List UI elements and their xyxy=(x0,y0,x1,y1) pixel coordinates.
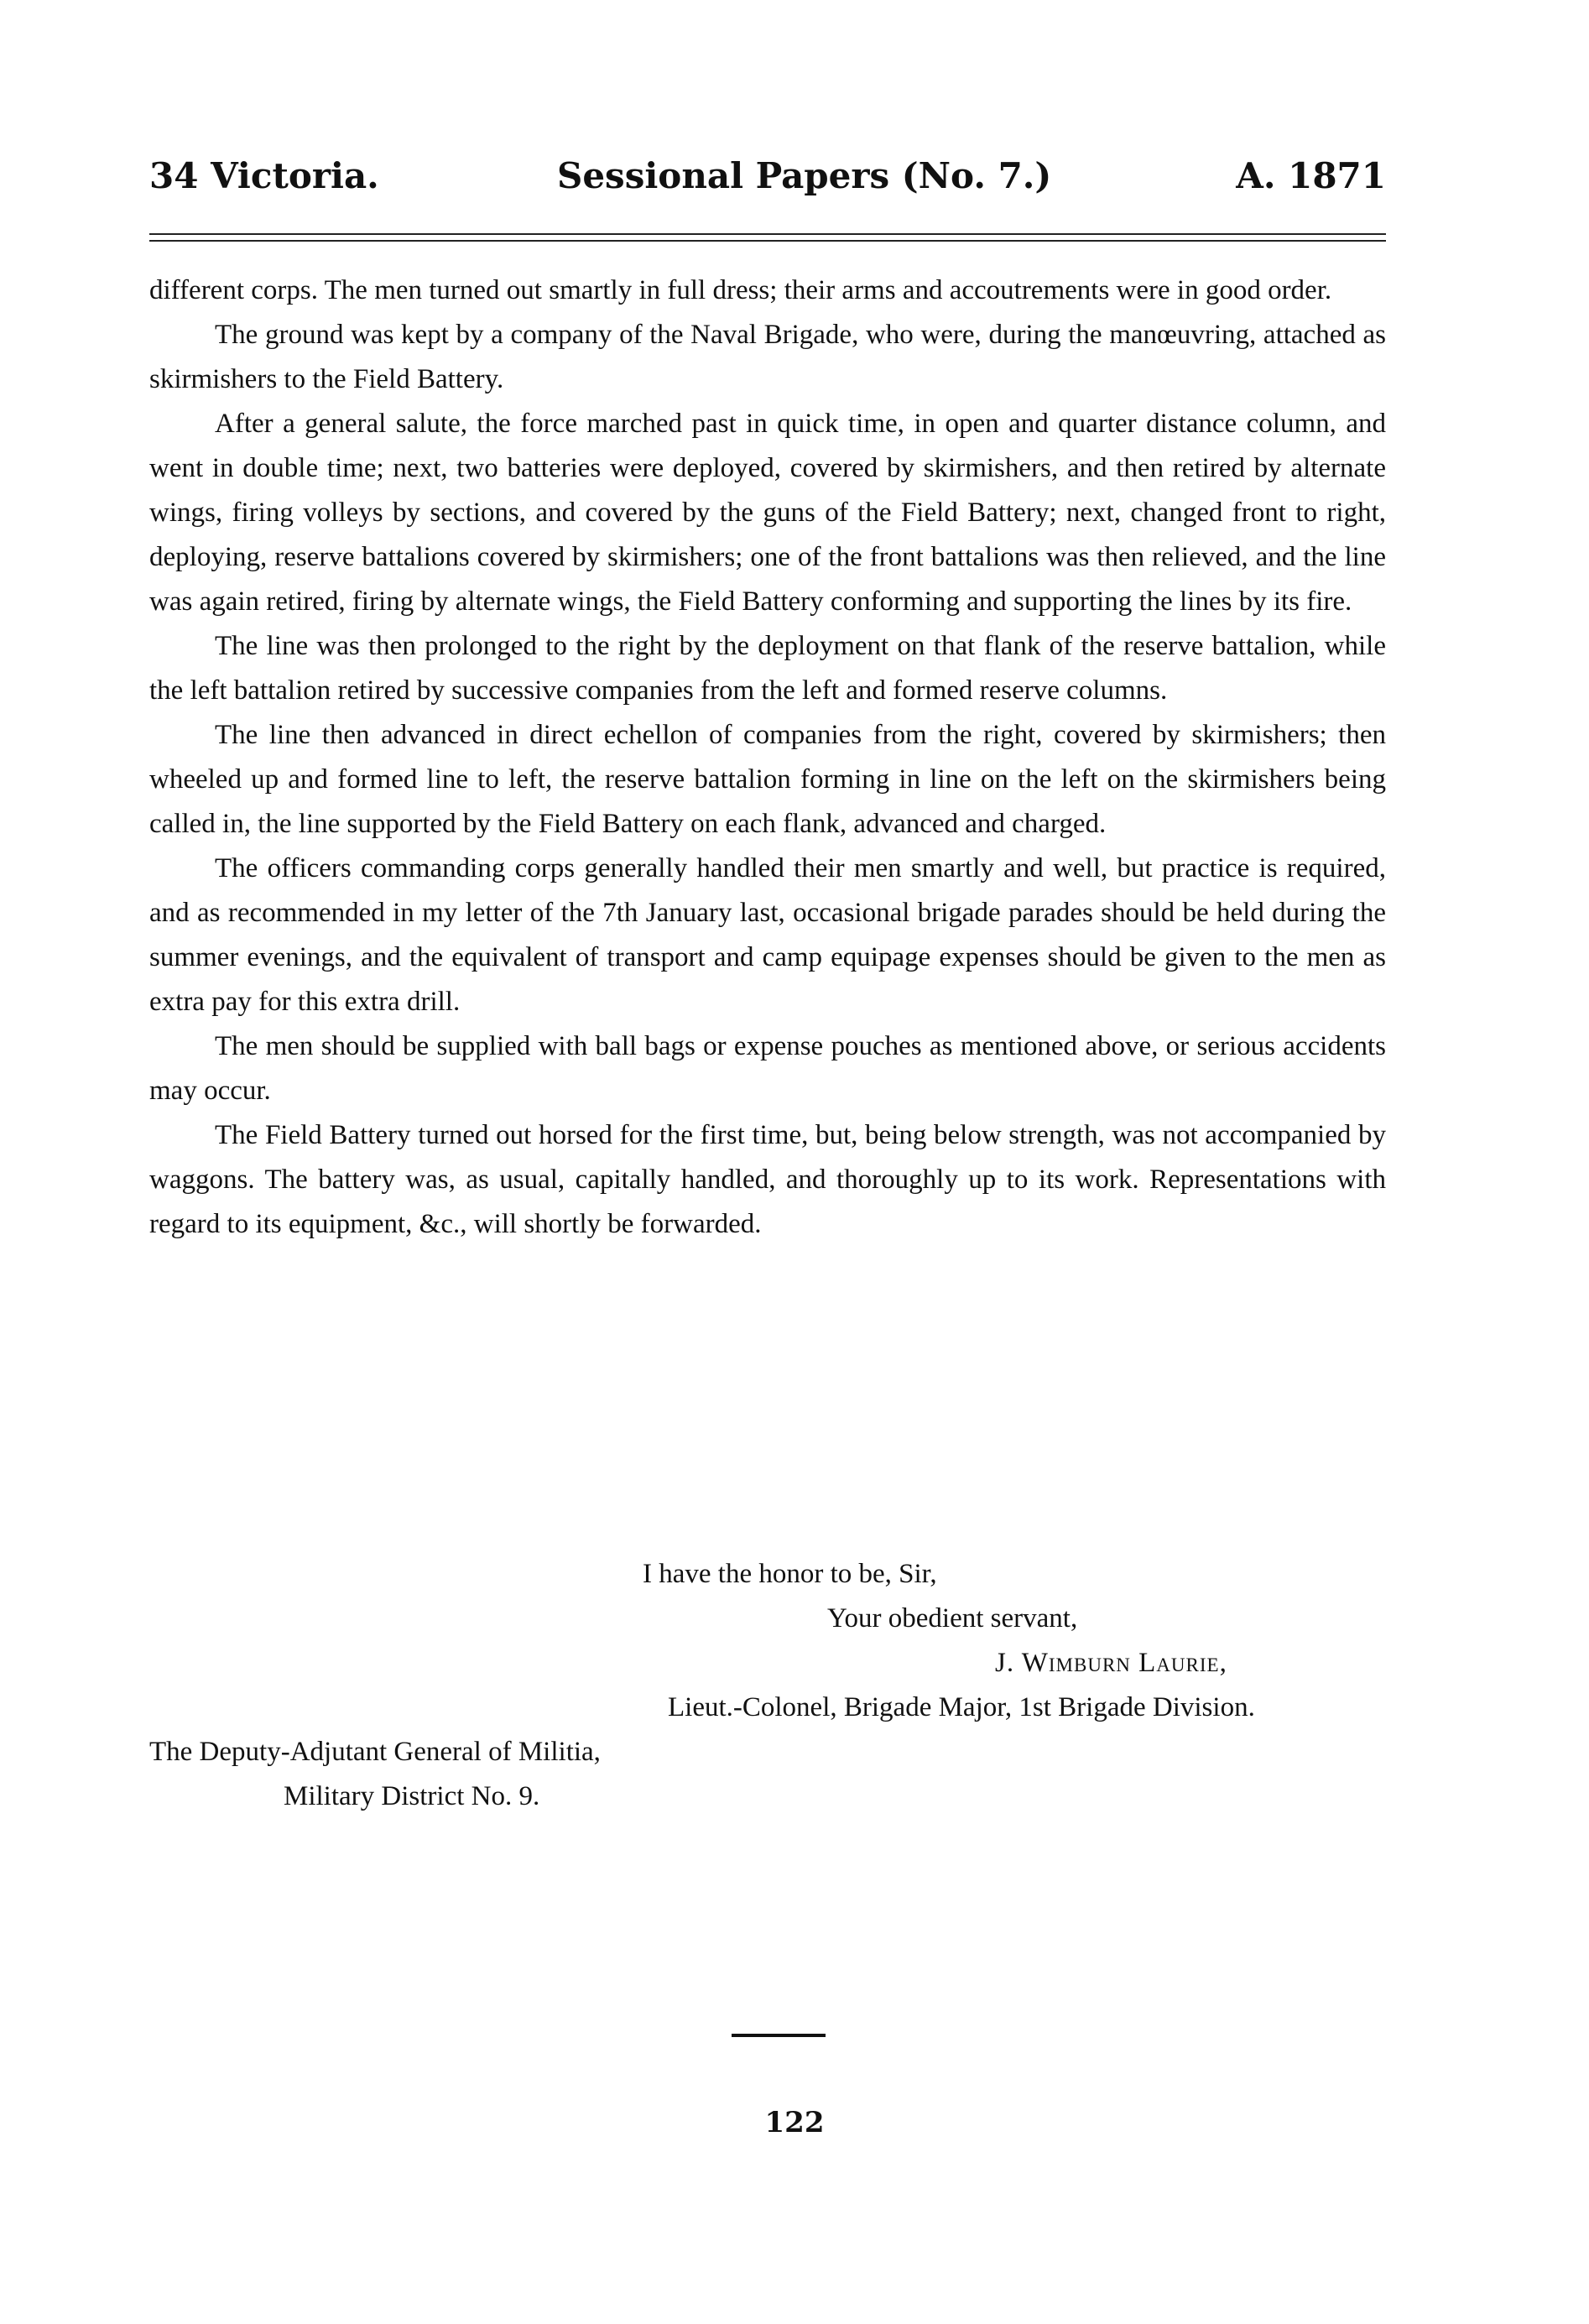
letter-body xyxy=(149,268,1386,1247)
header-year: A. 1871 xyxy=(1236,155,1386,196)
paragraph-1: different corps. The men turned out smartly in full dress; their arms and accoutrements were in good order. xyxy=(149,275,1332,305)
paragraph-4: The line was then prolonged to the right by the deployment on that flank of the reserve battalion, while the left battalion retired by successive companies from the left and formed reserve columns. xyxy=(149,631,1386,706)
closing-servant: Your obedient servant, xyxy=(827,1603,1078,1634)
page-number: 122 xyxy=(764,2106,825,2139)
header-rule xyxy=(149,233,1386,242)
paragraph-6: The officers commanding corps generally handled their men smartly and well, but practice is required, and as recommended in my letter of the 7th January last, occasional brigade parades should be held during the summer evenings, and the equivalent of transport and camp equipage expenses should be given to the men as extra pay for this extra drill. xyxy=(149,853,1386,1017)
signatory-title: Lieut.-Colonel, Brigade Major, 1st Brigade Division. xyxy=(668,1692,1255,1722)
end-rule xyxy=(732,2034,826,2037)
addressee-line-1: The Deputy-Adjutant General of Militia, xyxy=(149,1737,601,1767)
paragraph-2: The ground was kept by a company of the Naval Brigade, who were, during the manœuvring, attached as skirmishers to the Field Battery. xyxy=(149,320,1386,394)
running-header xyxy=(149,155,1386,214)
header-title: Sessional Papers (No. 7.) xyxy=(557,155,1052,196)
closing-honor: I have the honor to be, Sir, xyxy=(643,1559,937,1589)
paragraph-8: The Field Battery turned out horsed for the first time, but, being below strength, was not accompanied by waggons. The battery was, as usual, capitally handled, and thoroughly up to its work. Representations with regard to its equipment, &c., will shortly be forwarded. xyxy=(149,1120,1386,1239)
header-session: 34 Victoria. xyxy=(149,155,379,196)
signatory-name: J. Wimburn Laurie, xyxy=(995,1648,1227,1678)
paragraph-3: After a general salute, the force marched past in quick time, in open and quarter distance column, and went in double time; next, two batteries were deployed, covered by skirmishers, and then retired by alternate wings, firing volleys by sections, and covered by the guns of the Field Battery; next, changed front to right, deploying, reserve battalions covered by skirmishers; one of the front battalions was then relieved, and the line was again retired, firing by alternate wings, the Field Battery conforming and supporting the lines by its fire. xyxy=(149,409,1386,617)
paragraph-7: The men should be supplied with ball bags or expense pouches as mentioned above, or serious accidents may occur. xyxy=(149,1031,1386,1106)
paragraph-5: The line then advanced in direct echellon of companies from the right, covered by skirmishers; then wheeled up and formed line to left, the reserve battalion forming in line on the left on the skirmishers being called in, the line supported by the Field Battery on each flank, advanced and charged. xyxy=(149,720,1386,839)
addressee-line-2: Military District No. 9. xyxy=(284,1781,540,1811)
